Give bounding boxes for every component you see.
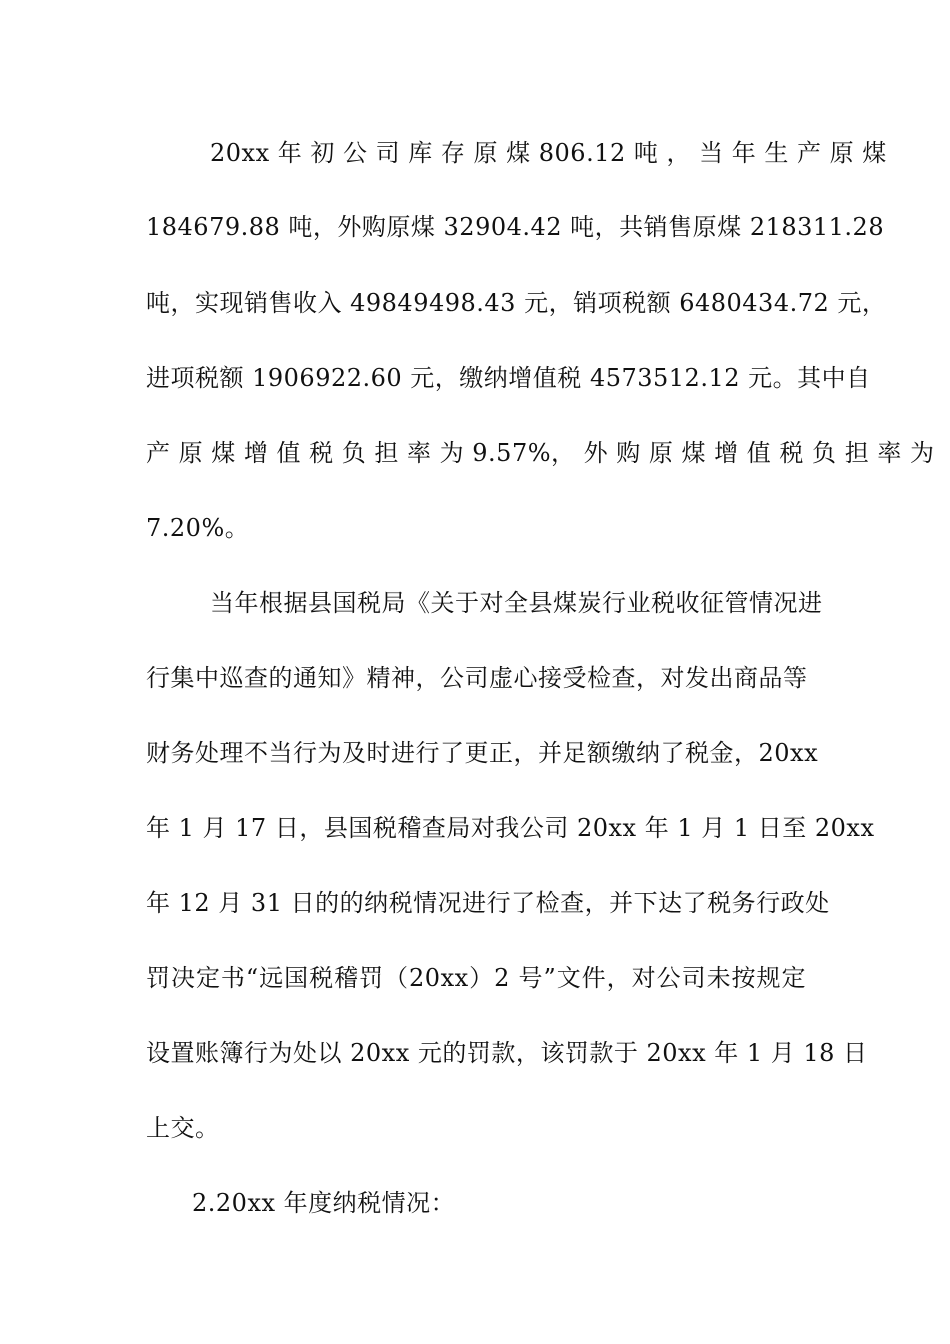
- paragraph-1-line-3: 吨，实现销售收入 49849498.43 元，销项税额 6480434.72 元，: [146, 289, 887, 317]
- paragraph-2-line-1: 当年根据县国税局《关于对全县煤炭行业税收征管情况进: [210, 589, 823, 617]
- paragraph-2-line-2: 行集中巡查的通知》精神，公司虚心接受检查，对发出商品等: [146, 664, 808, 692]
- paragraph-2-line-6: 罚决定书“远国税稽罚（20xx）2 号”文件，对公司未按规定: [146, 964, 806, 992]
- paragraph-1-line-4: 进项税额 1906922.60 元，缴纳增值税 4573512.12 元。其中自: [146, 364, 871, 392]
- paragraph-2-line-5: 年 12 月 31 日的的纳税情况进行了检查，并下达了税务行政处: [146, 889, 830, 917]
- paragraph-2-line-8: 上交。: [146, 1114, 220, 1142]
- paragraph-2-line-3: 财务处理不当行为及时进行了更正，并足额缴纳了税金，20xx: [146, 739, 819, 767]
- section-heading: 2.20xx 年度纳税情况：: [192, 1189, 456, 1217]
- paragraph-2-line-4: 年 1 月 17 日，县国税稽查局对我公司 20xx 年 1 月 1 日至 20xx: [146, 814, 875, 842]
- paragraph-2-line-7: 设置账簿行为处以 20xx 元的罚款，该罚款于 20xx 年 1 月 18 日: [146, 1039, 868, 1067]
- paragraph-1-line-2: 184679.88 吨，外购原煤 32904.42 吨，共销售原煤 218311.28: [146, 213, 885, 241]
- paragraph-1-line-5: 产 原 煤 增 值 税 负 担 率 为 9.57%， 外 购 原 煤 增 值 税 负 担 率 为: [146, 439, 935, 467]
- paragraph-1-line-6: 7.20%。: [146, 514, 250, 542]
- paragraph-1-line-1: 20xx 年 初 公 司 库 存 原 煤 806.12 吨 ， 当 年 生 产 原 煤: [210, 139, 887, 167]
